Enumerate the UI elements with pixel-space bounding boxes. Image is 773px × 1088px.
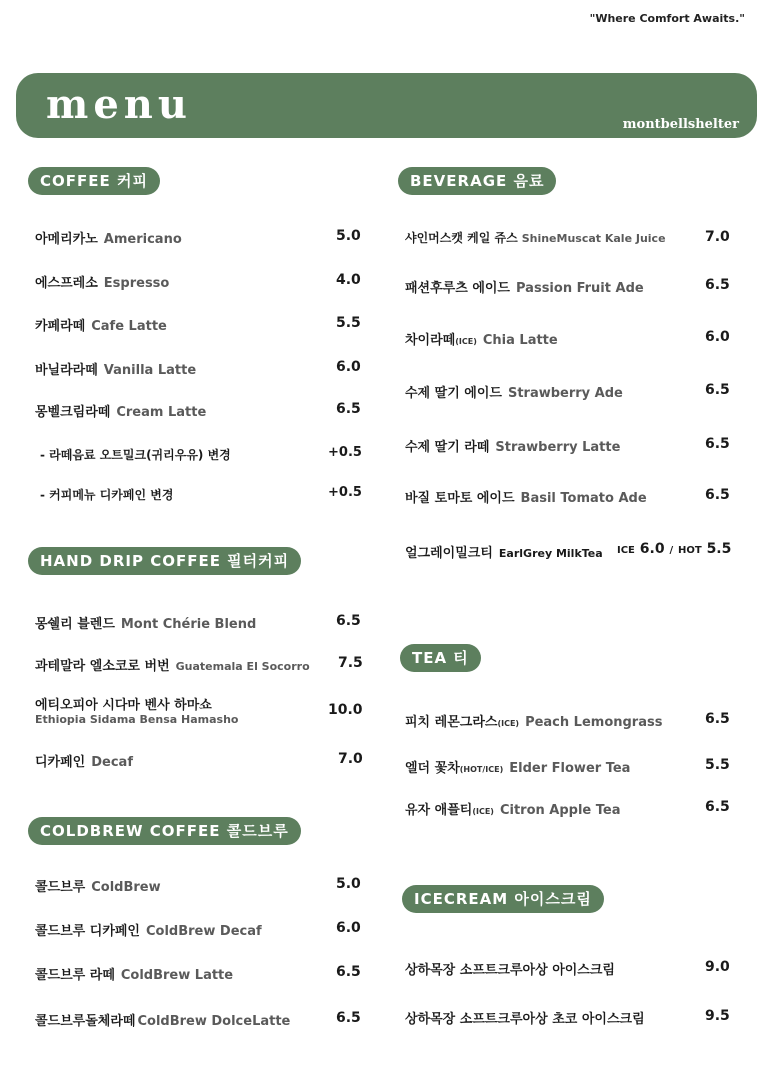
menu-item: 차이라떼(ICE) Chia Latte (405, 333, 558, 348)
brand-name: montbellshelter (622, 117, 739, 132)
menu-header (16, 73, 757, 138)
menu-item: 카페라떼 Cafe Latte (35, 319, 167, 334)
item-price: 9.0 (705, 959, 730, 975)
menu-item: 콜드브루 라떼 ColdBrew Latte (35, 968, 234, 983)
section-label-coffee: COFFEE 커피 (28, 167, 160, 195)
item-price: 5.0 (336, 876, 361, 892)
item-price: 4.0 (336, 272, 361, 288)
item-price: 5.0 (336, 228, 361, 244)
section-label-coldbrew: COLDBREW COFFEE 콜드브루 (28, 817, 301, 845)
item-price: 7.5 (338, 655, 363, 671)
menu-item: 콜드브루 디카페인 ColdBrew Decaf (35, 924, 262, 939)
menu-item: 수제 딸기 라떼 Strawberry Latte (405, 440, 621, 455)
section-label-icecream: ICECREAM 아이스크림 (402, 885, 604, 913)
section-label-beverage: BEVERAGE 음료 (398, 167, 556, 195)
item-price: 6.5 (336, 613, 361, 629)
menu-item: 아메리카노 Americano (35, 232, 182, 247)
item-price: 6.5 (336, 1010, 361, 1026)
menu-item: 샤인머스캣 케일 쥬스 ShineMuscat Kale Juice (405, 231, 666, 245)
menu-item: 콜드브루 ColdBrew (35, 880, 161, 895)
item-price: 6.0 (705, 329, 730, 345)
item-price: 6.5 (705, 487, 730, 503)
section-label-tea: TEA 티 (400, 644, 481, 672)
item-price: 7.0 (338, 751, 363, 767)
option-note: - 커피메뉴 디카페인 변경 (40, 488, 174, 502)
item-price: 6.0 (336, 920, 361, 936)
item-price: 6.5 (705, 711, 730, 727)
item-price: 6.5 (705, 436, 730, 452)
menu-item: 수제 딸기 에이드 Strawberry Ade (405, 386, 623, 401)
item-price: 5.5 (705, 757, 730, 773)
menu-item: 에티오피아 시다마 벤사 하마쇼 (35, 698, 212, 713)
menu-item: 상하목장 소프트크루아상 초코 아이스크림 (405, 1012, 645, 1027)
menu-item: 바질 토마토 에이드 Basil Tomato Ade (405, 491, 647, 506)
menu-item: 디카페인 Decaf (35, 755, 133, 770)
item-price: 6.0 (336, 359, 361, 375)
menu-item: 유자 애플티(ICE) Citron Apple Tea (405, 803, 621, 818)
tagline: "Where Comfort Awaits." (589, 12, 745, 25)
option-note: - 라떼음료 오트밀크(귀리우유) 변경 (40, 448, 231, 462)
item-price: ICE 6.0 / HOT 5.5 (617, 541, 732, 557)
menu-item: 에스프레소 Espresso (35, 276, 170, 291)
item-price: 9.5 (705, 1008, 730, 1024)
option-price: +0.5 (328, 485, 362, 500)
menu-item: 콜드브루돌체라떼 ColdBrew DolceLatte (35, 1014, 291, 1029)
item-price: 6.5 (336, 964, 361, 980)
item-price: 10.0 (328, 702, 363, 718)
menu-item-english: Ethiopia Sidama Bensa Hamasho (35, 713, 239, 726)
menu-item: 상하목장 소프트크루아상 아이스크림 (405, 963, 615, 978)
menu-item: 얼그레이밀크티 EarlGrey MilkTea (405, 546, 603, 561)
item-price: 6.5 (705, 277, 730, 293)
menu-item: 패션후루츠 에이드 Passion Fruit Ade (405, 281, 644, 296)
item-price: 5.5 (336, 315, 361, 331)
menu-item: 피치 레몬그라스(ICE) Peach Lemongrass (405, 715, 663, 730)
option-price: +0.5 (328, 445, 362, 460)
menu-item: 엘더 꽃차(HOT/ICE) Elder Flower Tea (405, 761, 631, 776)
menu-title: menu (46, 81, 192, 128)
item-price: 6.5 (705, 799, 730, 815)
item-price: 6.5 (336, 401, 361, 417)
menu-item: 몽쉘리 블렌드 Mont Chérie Blend (35, 617, 257, 632)
item-price: 7.0 (705, 229, 730, 245)
section-label-hand-drip: HAND DRIP COFFEE 필터커피 (28, 547, 301, 575)
item-price: 6.5 (705, 382, 730, 398)
menu-item: 바닐라라떼 Vanilla Latte (35, 363, 197, 378)
menu-item: 과테말라 엘소코로 버번 Guatemala El Socorro (35, 659, 310, 674)
menu-item: 몽벨크림라떼 Cream Latte (35, 405, 207, 420)
